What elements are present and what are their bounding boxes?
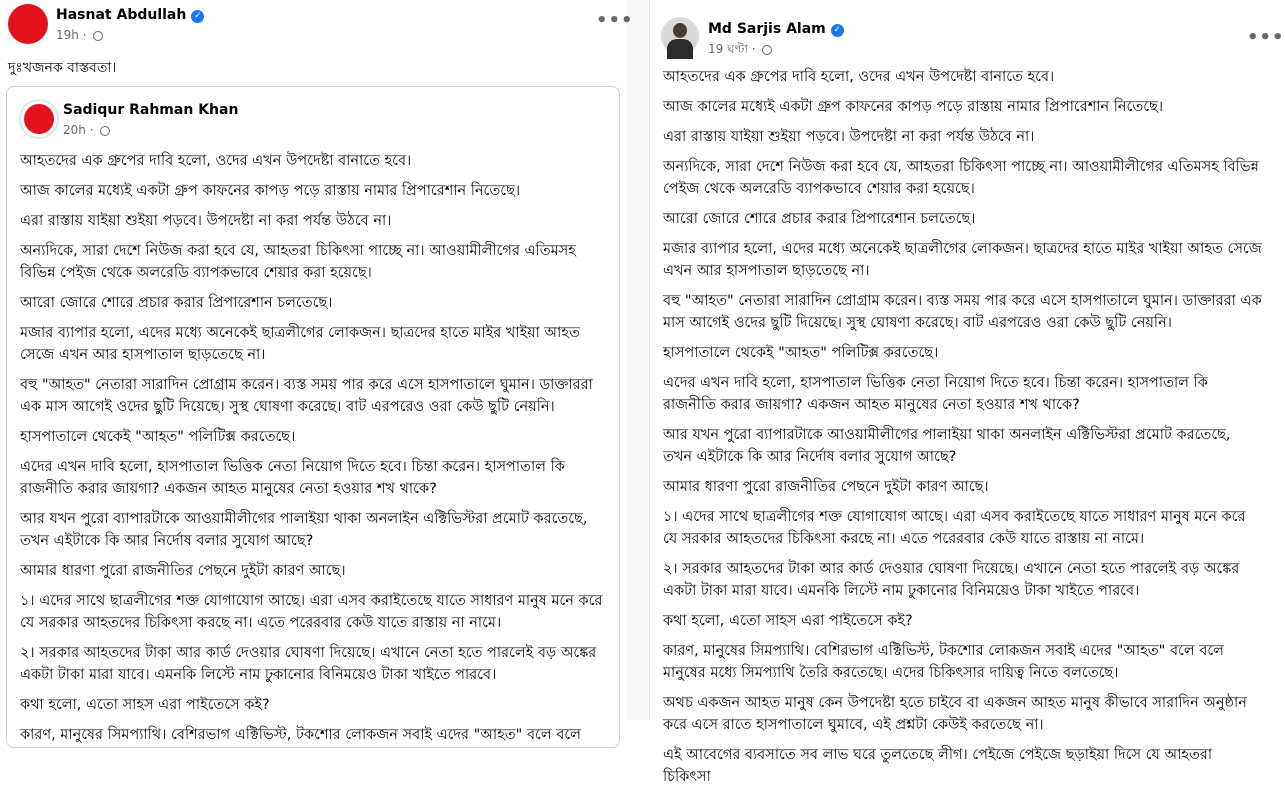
- post-paragraph: আর যখন পুরো ব্যাপারটাকে আওয়ামীলীগের পালাইয়া থাকা অনলাইন এক্টিভিস্টরা প্রমোট করতেছে, তখন এইটাকে কি আর নির্দোষ বলার সুযোগ আছে?: [663, 427, 1231, 465]
- post-paragraph: ১। এদের সাথে ছাত্রলীগের শক্ত যোগাযোগ আছে। এরা এসব করাইতেছে যাতে সাধারণ মানুষ মনে করে যে সরকার আহতদের চিকিৎসা করছে না। এতে পরেরবার কেউ যাতে রাস্তায় না নামে।: [663, 509, 1246, 547]
- author-avatar[interactable]: [661, 17, 699, 55]
- post-paragraph: বহু "আহত" নেতারা সারাদিন প্রোগ্রাম করেন। ব্যস্ত সময় পার করে এসে হাসপাতালে ঘুমান। ডাক্তাররা এক মাস আগেই ওদের ছুটি দিয়েছে। সুস্থ ঘোষণা করেছে। বাট এরপরেও ওরা কেউ ছুটি নেয়নি।: [663, 293, 1262, 331]
- post-time[interactable]: 19h: [56, 28, 79, 42]
- author-name[interactable]: Md Sarjis Alam: [708, 21, 826, 37]
- post-paragraph: আরো জোরে শোরে প্রচার করার প্রিপারেশান চলতেছে।: [663, 211, 976, 227]
- post-paragraph: ২। সরকার আহতদের টাকা আর কার্ড দেওয়ার ঘোষণা দিয়েছে। এখানে নেতা হতে পারলেই বড় অঙ্কের একটা টাকা মারা যাবে। এমনকি লিস্টে নাম ঢুকানোর বিনিময়েও টাকা খাইতে পারবে।: [663, 561, 1240, 599]
- author-name-row[interactable]: [56, 7, 204, 23]
- post-paragraph: মজার ব্যাপার হলো, এদের মধ্যে অনেকেই ছাত্রলীগের লোকজন। ছাত্রদের হাতে মাইর খাইয়া আহত সেজে এখন আর হাসপাতাল ছাড়তেছে না।: [20, 325, 580, 363]
- author-avatar[interactable]: [8, 4, 48, 44]
- post-paragraph: এরা রাস্তায় যাইয়া শুইয়া পড়বে। উপদেষ্টা না করা পর্যন্ত উঠবে না।: [663, 129, 1035, 145]
- shared-post-body: [20, 150, 605, 754]
- avatar-fill: [24, 104, 54, 134]
- avatar-head: [673, 23, 687, 38]
- avatar-body: [667, 39, 693, 59]
- post-paragraph: কারণ, মানুষের সিমপ্যাথি। বেশিরভাগ এক্টিভিস্ট, টকশোর লোকজন সবাই এদের "আহত" বলে বলে মানুষের মধ্যে সিমপ্যাথি তৈরি করতেছে। এদের চিকিৎসার দায়িত্ব নিতে বলতেছে।: [663, 643, 1224, 681]
- post-paragraph: আরো জোরে শোরে প্রচার করার প্রিপারেশান চলতেছে।: [20, 295, 333, 311]
- post-paragraph: আজ কালের মধ্যেই একটা গ্রুপ কাফনের কাপড় পড়ে রাস্তায় নামার প্রিপারেশান নিতেছে।: [663, 99, 1164, 115]
- shared-author-name[interactable]: Sadiqur Rahman Khan: [63, 102, 239, 118]
- verified-badge-icon: ✓: [831, 24, 844, 37]
- left-post: [0, 0, 634, 743]
- post-paragraph: মজার ব্যাপার হলো, এদের মধ্যে অনেকেই ছাত্রলীগের লোকজন। ছাত্রদের হাতে মাইর খাইয়া আহত সেজে এখন আর হাসপাতাল ছাড়তেছে না।: [663, 241, 1262, 279]
- post-paragraph: কারণ, মানুষের সিমপ্যাথি। বেশিরভাগ এক্টিভিস্ট, টকশোর লোকজন সবাই এদের "আহত" বলে বলে: [20, 727, 581, 743]
- post-meta[interactable]: 19 ঘণ্টা ·: [708, 41, 772, 61]
- panel-divider: [626, 0, 649, 720]
- globe-icon: [93, 31, 103, 41]
- post-paragraph: কথা হলো, এতো সাহস এরা পাইতেসে কই?: [20, 697, 270, 713]
- shared-post-meta[interactable]: 20h ·: [63, 123, 110, 137]
- shared-author-avatar[interactable]: [19, 99, 59, 139]
- author-name-row[interactable]: [708, 21, 844, 37]
- shared-post-time[interactable]: 20h: [63, 123, 86, 137]
- post-paragraph: আমার ধারণা পুরো রাজনীতির পেছনে দুইটা কারণ আছে।: [20, 563, 346, 579]
- post-time[interactable]: 19 ঘণ্টা: [708, 42, 748, 56]
- author-name[interactable]: Hasnat Abdullah: [56, 7, 187, 23]
- right-post: [649, 0, 1285, 785]
- post-paragraph: এরা রাস্তায় যাইয়া শুইয়া পড়বে। উপদেষ্টা না করা পর্যন্ত উঠবে না।: [20, 213, 392, 229]
- post-paragraph: এই আবেগের ব্যবসাতে সব লাভ ঘরে তুলতেছে লীগ। পেইজে পেইজে ছড়াইয়া দিসে যে আহতরা চিকিৎসা: [663, 747, 1213, 785]
- post-paragraph: বহু "আহত" নেতারা সারাদিন প্রোগ্রাম করেন। ব্যস্ত সময় পার করে এসে হাসপাতালে ঘুমান। ডাক্তাররা এক মাস আগেই ওদের ছুটি দিয়েছে। সুস্থ ঘোষণা করেছে। বাট এরপরেও ওরা কেউ ছুটি নেয়নি।: [20, 377, 593, 415]
- shared-post-card[interactable]: [6, 86, 620, 748]
- verified-badge-icon: ✓: [191, 10, 204, 23]
- post-paragraph: ২। সরকার আহতদের টাকা আর কার্ড দেওয়ার ঘোষণা দিয়েছে। এখানে নেতা হতে পারলেই বড় অঙ্কের একটা টাকা মারা যাবে। এমনকি লিস্টে নাম ঢুকানোর বিনিময়েও টাকা খাইতে পারবে।: [20, 645, 597, 683]
- more-options-icon[interactable]: •••: [596, 10, 634, 31]
- post-paragraph: অন্যদিকে, সারা দেশে নিউজ করা হবে যে, আহতরা চিকিৎসা পাচ্ছে না। আওয়ামীলীগের এতিমসহ বিভিন্ন পেইজ থেকে অলরেডি ব্যাপকভাবে শেয়ার করা হয়েছে।: [663, 159, 1259, 197]
- post-paragraph: অন্যদিকে, সারা দেশে নিউজ করা হবে যে, আহতরা চিকিৎসা পাচ্ছে না। আওয়ামীলীগের এতিমসহ বিভিন্ন পেইজ থেকে অলরেডি ব্যাপকভাবে শেয়ার করা হয়েছে।: [20, 243, 576, 281]
- post-paragraph: হাসপাতালে থেকেই "আহত" পলিটিক্স করতেছে।: [20, 429, 296, 445]
- post-paragraph: অথচ একজন আহত মানুষ কেন উপদেষ্টা হতে চাইবে বা একজন আহত মানুষ কীভাবে সারাদিন অনুষ্ঠান করে এসে রাতে হাসপাতালে ঘুমাবে, এই প্রশ্নটা কেউই করতেছে না।: [663, 695, 1247, 733]
- post-paragraph: আহতদের এক গ্রুপের দাবি হলো, ওদের এখন উপদেষ্টা বানাতে হবে।: [20, 153, 412, 169]
- post-paragraph: কথা হলো, এতো সাহস এরা পাইতেসে কই?: [663, 613, 913, 629]
- post-paragraph: হাসপাতালে থেকেই "আহত" পলিটিক্স করতেছে।: [663, 345, 939, 361]
- post-paragraph: ১। এদের সাথে ছাত্রলীগের শক্ত যোগাযোগ আছে। এরা এসব করাইতেছে যাতে সাধারণ মানুষ মনে করে যে সরকার আহতদের চিকিৎসা করছে না। এতে পরেরবার কেউ যাতে রাস্তায় না নামে।: [20, 593, 603, 631]
- post-paragraph: এদের এখন দাবি হলো, হাসপাতাল ভিত্তিক নেতা নিয়োগ দিতে হবে। চিন্তা করেন। হাসপাতাল কি রাজনীতি করার জায়গা? একজন আহত মানুষের নেতা হওয়ার শখ থাকে?: [663, 375, 1208, 413]
- post-paragraph: এদের এখন দাবি হলো, হাসপাতাল ভিত্তিক নেতা নিয়োগ দিতে হবে। চিন্তা করেন। হাসপাতাল কি রাজনীতি করার জায়গা? একজন আহত মানুষের নেতা হওয়ার শখ থাকে?: [20, 459, 565, 497]
- post-paragraph: আজ কালের মধ্যেই একটা গ্রুপ কাফনের কাপড় পড়ে রাস্তায় নামার প্রিপারেশান নিতেছে।: [20, 183, 521, 199]
- post-paragraph: আমার ধারণা পুরো রাজনীতির পেছনে দুইটা কারণ আছে।: [663, 479, 989, 495]
- post-body: [663, 66, 1263, 796]
- post-caption: দুঃখজনক বাস্তবতা।: [8, 60, 117, 76]
- globe-icon: [762, 45, 772, 55]
- post-paragraph: আহতদের এক গ্রুপের দাবি হলো, ওদের এখন উপদেষ্টা বানাতে হবে।: [663, 69, 1055, 85]
- post-meta[interactable]: 19h ·: [56, 28, 103, 42]
- more-options-icon[interactable]: •••: [1247, 27, 1285, 48]
- globe-icon: [100, 126, 110, 136]
- post-paragraph: আর যখন পুরো ব্যাপারটাকে আওয়ামীলীগের পালাইয়া থাকা অনলাইন এক্টিভিস্টরা প্রমোট করতেছে, তখন এইটাকে কি আর নির্দোষ বলার সুযোগ আছে?: [20, 511, 588, 549]
